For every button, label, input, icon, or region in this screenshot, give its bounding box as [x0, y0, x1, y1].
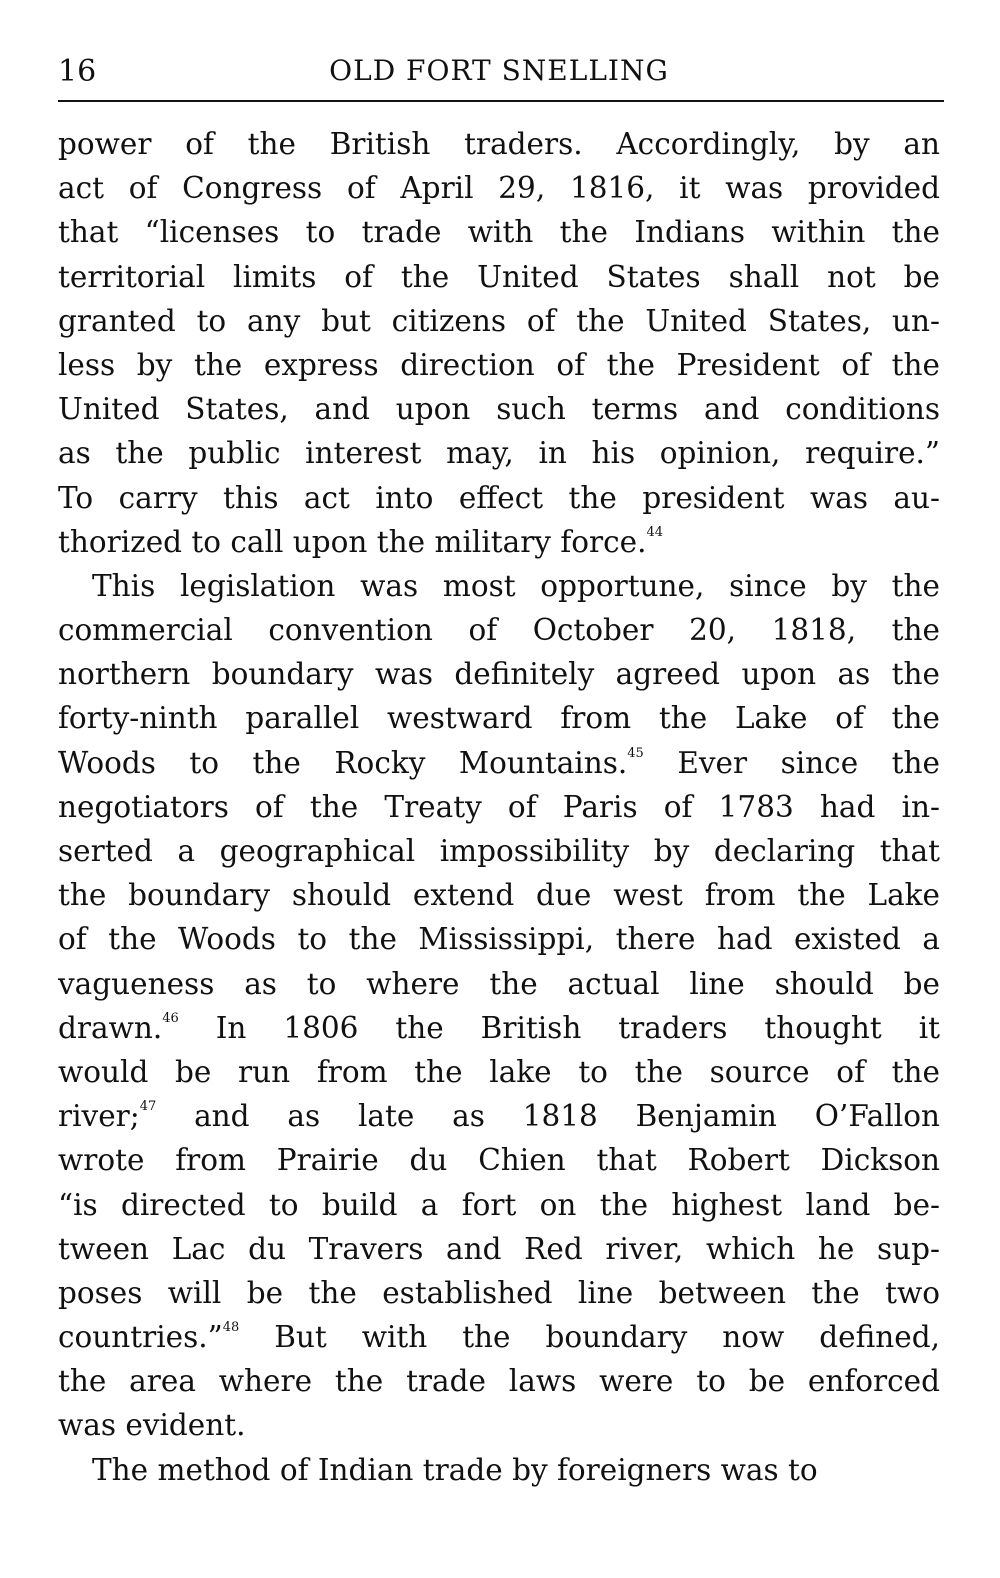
text-line: serted a geographical impossibility by declaring that: [58, 834, 940, 868]
header-rule: [58, 100, 944, 102]
text-line: Woods to the Rocky Mountains.$^{45}$ Ever since the: [58, 745, 940, 780]
text-line: wrote from Prairie du Chien that Robert Dickson: [58, 1143, 940, 1178]
text-line: the boundary should extend due west from the Lake: [58, 878, 940, 913]
text-line: vagueness as to where the actual line should be: [58, 966, 940, 1001]
text-line: United States, and upon such terms and conditions: [58, 392, 940, 427]
text-line: less by the express direction of the President of the: [58, 347, 940, 382]
text-line: To carry this act into effect the president was au-: [58, 480, 940, 515]
text-line: drawn.$^{46}$ In 1806 the British traders thought it: [58, 1010, 940, 1045]
text-line: The method of Indian trade by foreigners was to: [92, 1452, 818, 1487]
text-line: negotiators of the Treaty of Paris of 1783 had in-: [58, 789, 940, 824]
footnote-ref: 45: [627, 745, 644, 761]
text-line: of the Woods to the Mississippi, there had existed a: [58, 922, 940, 957]
footnote-ref: 46: [162, 1010, 179, 1026]
text-line: thorized to call upon the military force.$^{44}$: [58, 524, 664, 559]
page-number: 16: [58, 54, 97, 89]
text-line: tween Lac du Travers and Red river, which he sup-: [58, 1231, 940, 1266]
text-line: granted to any but citizens of the United States, un-: [58, 303, 940, 338]
text-line: “is directed to build a fort on the highest land be-: [58, 1187, 940, 1222]
text-line: the area where the trade laws were to be enforced: [58, 1364, 940, 1399]
text-line: forty-ninth parallel westward from the Lake of the: [58, 701, 940, 736]
text-line: commercial convention of October 20, 1818, the: [58, 613, 940, 648]
text-line: northern boundary was definitely agreed upon as the: [58, 657, 940, 692]
text-line: river;$^{47}$ and as late as 1818 Benjamin O’Fallon: [58, 1099, 940, 1134]
body-text: [58, 122, 940, 1492]
footnote-ref: 48: [222, 1320, 240, 1336]
text-line: This legislation was most opportune, since by the: [92, 568, 940, 603]
running-title: OLD FORT SNELLING: [329, 54, 669, 87]
page-header: [58, 44, 940, 94]
text-line: countries.”$^{48}$ But with the boundary now defined,: [58, 1320, 940, 1355]
text-line: that “licenses to trade with the Indians within the: [58, 215, 940, 250]
text-line: power of the British traders. Accordingly, by an: [58, 127, 940, 161]
text-line: would be run from the lake to the source of the: [58, 1054, 940, 1089]
text-line: act of Congress of April 29, 1816, it was provided: [58, 171, 940, 206]
text-line: as the public interest may, in his opinion, require.”: [58, 436, 940, 471]
text-line: territorial limits of the United States shall not be: [58, 259, 940, 294]
footnote-ref: 47: [139, 1099, 157, 1115]
text-line: was evident.: [58, 1408, 246, 1443]
text-line: poses will be the established line between the two: [58, 1275, 940, 1310]
footnote-ref: 44: [646, 524, 664, 540]
